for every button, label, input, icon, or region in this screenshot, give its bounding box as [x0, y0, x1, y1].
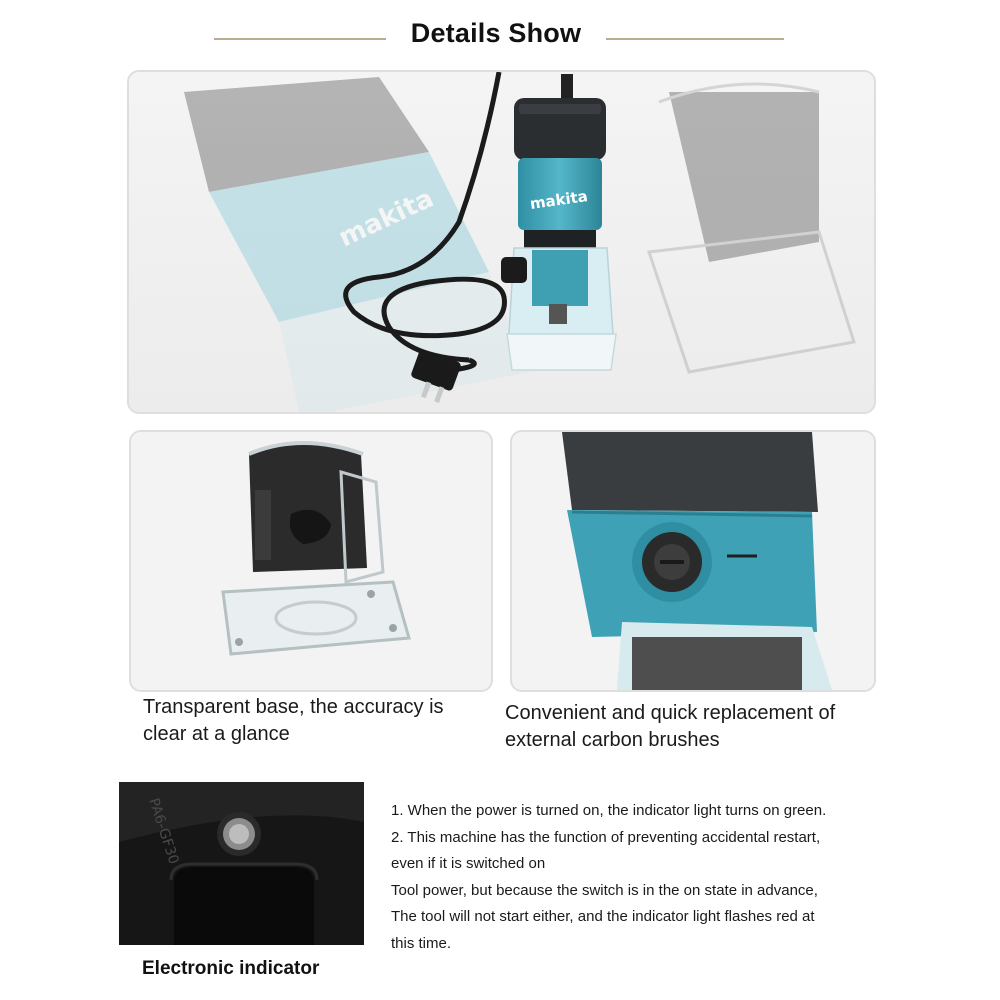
base-caption-line-2: clear at a glance	[143, 723, 290, 745]
indicator-note-4: Tool power, but because the switch is in the on state in advance,	[391, 881, 818, 899]
transparent-base-photo	[129, 430, 493, 692]
hero-product-photo	[127, 70, 876, 414]
brush-caption-line-2: external carbon brushes	[505, 729, 720, 751]
section-header	[0, 0, 1000, 70]
trim-router-illustration	[129, 72, 874, 412]
trim-router	[501, 74, 616, 370]
tool-brand-text: makita	[528, 187, 589, 213]
base-caption	[143, 694, 483, 748]
base-caption-line-1: Transparent base, the accuracy is	[143, 696, 444, 718]
indicator-label: Electronic indicator	[142, 958, 320, 979]
indicator-note-2: 2. This machine has the function of preventing accidental restart,	[391, 828, 821, 846]
indicator-notes	[391, 798, 891, 957]
indicator-note-6: this time.	[391, 934, 452, 952]
indicator-note-5: The tool will not start either, and the indicator light flashes red at	[391, 908, 815, 925]
indicator-photo	[119, 782, 364, 945]
header-rule-right	[606, 38, 784, 40]
indicator-note-1: 1. When the power is turned on, the indicator light turns on green.	[391, 802, 827, 819]
faded-brand-text: makita	[334, 183, 439, 254]
brush-cap-illustration	[512, 432, 874, 690]
material-marking-text: PA6-GF30	[145, 796, 182, 867]
indicator-illustration	[119, 782, 364, 945]
brush-caption	[505, 700, 875, 754]
base-illustration	[131, 432, 491, 690]
page-title: Details Show	[410, 18, 582, 48]
header-rule-left	[214, 38, 386, 40]
carbon-brush-photo	[510, 430, 876, 692]
brush-caption-line-1: Convenient and quick replacement of	[505, 702, 836, 724]
indicator-note-3: even if it is switched on	[391, 855, 546, 872]
